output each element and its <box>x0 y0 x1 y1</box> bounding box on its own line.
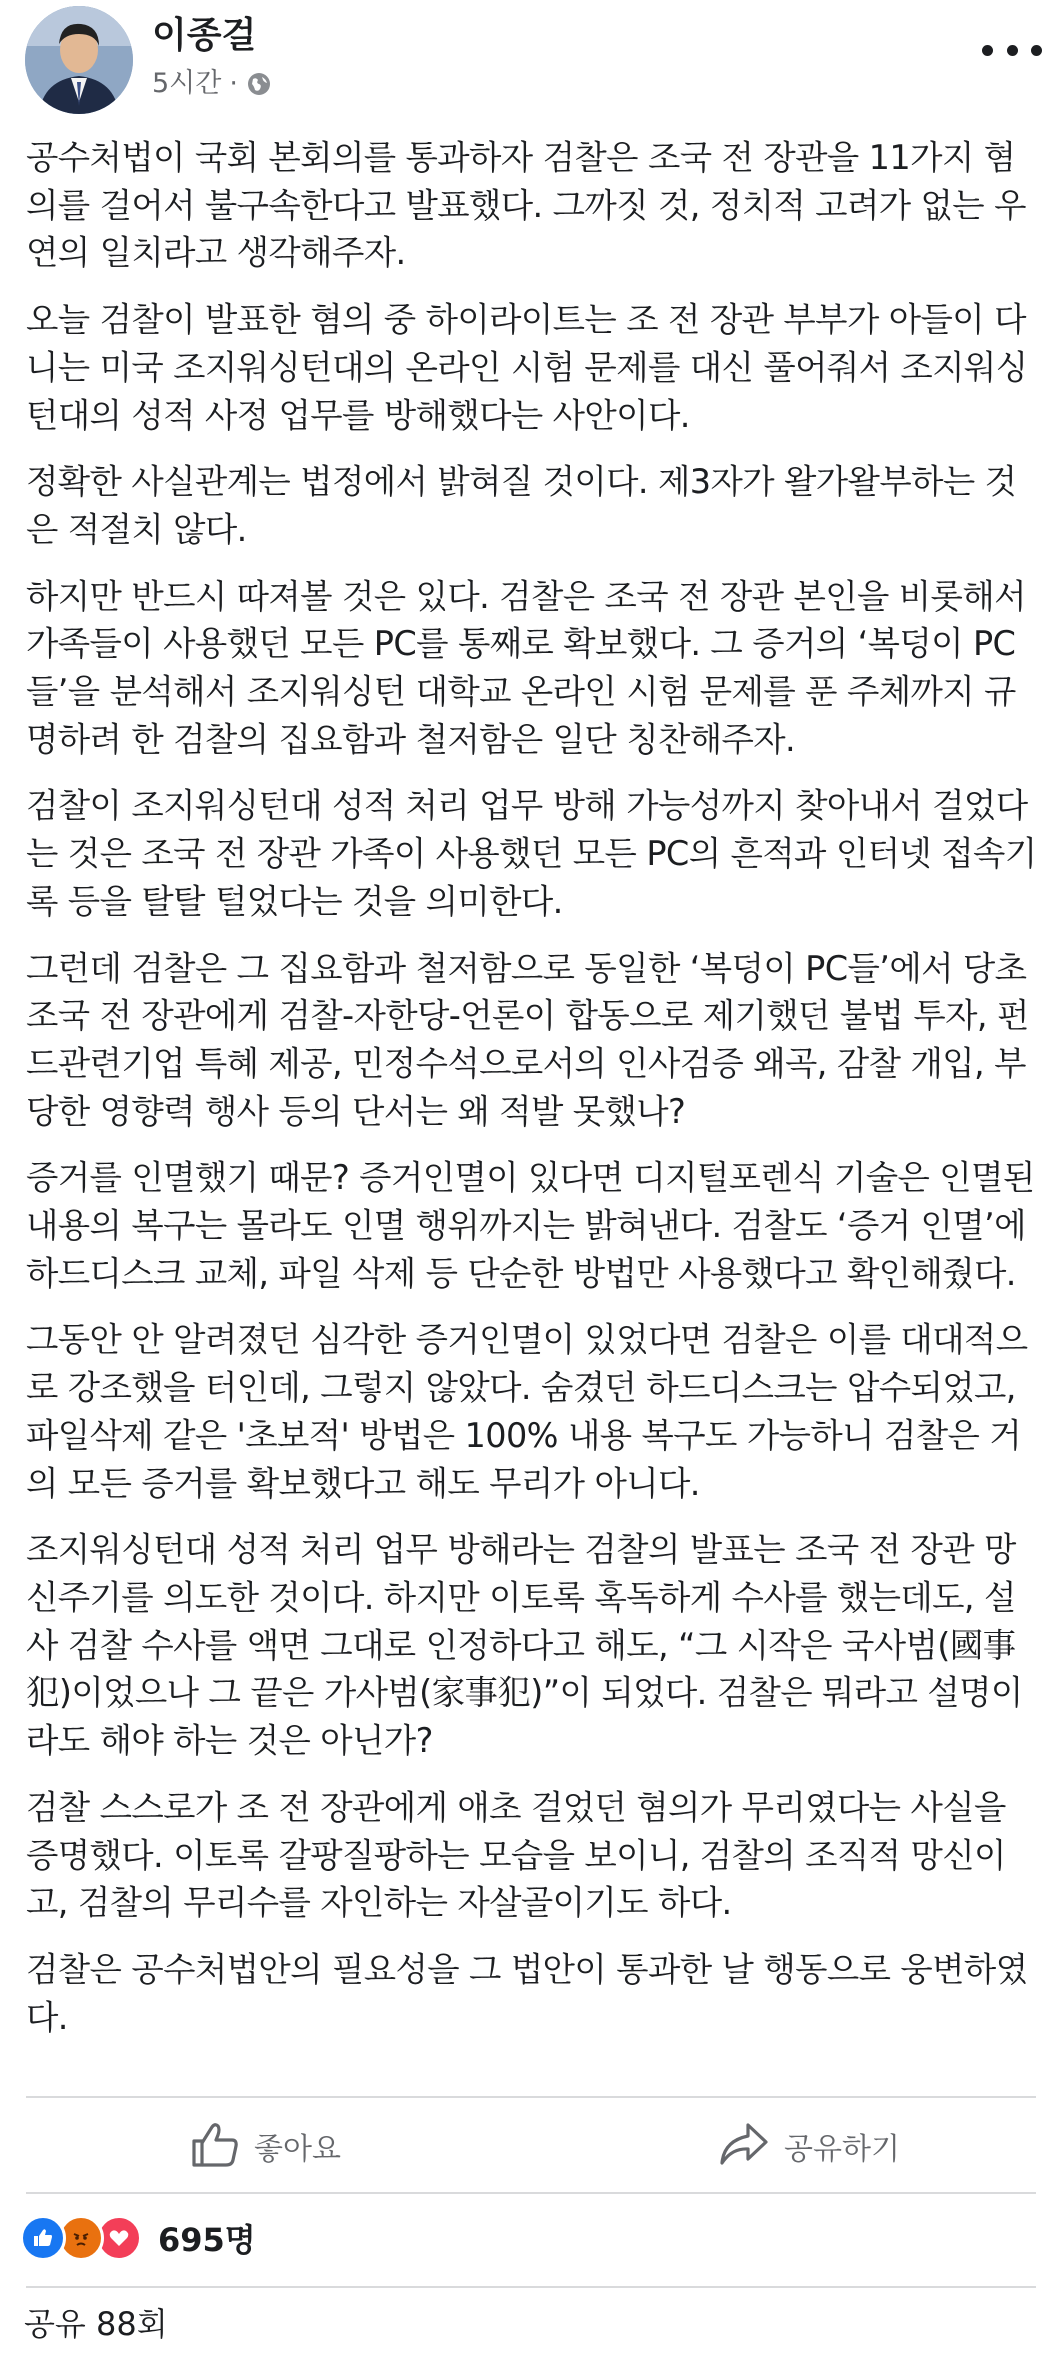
like-label: 좋아요 <box>254 2132 341 2167</box>
post-paragraph: 정확한 사실관계는 법정에서 밝혀질 것이다. 제3자가 왈가왈부하는 것은 적절치 않다. <box>26 462 1017 549</box>
post-paragraph: 조지워싱턴대 성적 처리 업무 방해라는 검찰의 발표는 조국 전 장관 망신주기를 의도한 것이다. 하지만 이토록 혹독하게 수사를 했는데도, 설사 검찰 수사를 액면 그대로 인정하다고 해도, “그 시작은 국사범(國事犯)이었으나 그 끝은 가사범(家事犯)”이 되었다. 검찰은 뭐라고 설명이라도 해야 하는 것은 아닌가? <box>26 1530 1023 1761</box>
post-timestamp[interactable]: 5시간 <box>152 68 222 99</box>
post-paragraph: 공수처법이 국회 본회의를 통과하자 검찰은 조국 전 장관을 11가지 혐의를 걸어서 불구속한다고 발표했다. 그까짓 것, 정치적 고려가 없는 우연의 일치라고 생각해주자. <box>26 138 1026 273</box>
share-arrow-icon <box>718 2119 770 2173</box>
reaction-icons <box>20 2215 134 2261</box>
like-button[interactable] <box>190 2100 341 2192</box>
author-name[interactable]: 이종걸 <box>152 15 257 56</box>
like-reaction-icon <box>20 2215 66 2261</box>
meta-separator: · <box>229 68 238 99</box>
post-paragraph: 오늘 검찰이 발표한 혐의 중 하이라이트는 조 전 장관 부부가 아들이 다니는 미국 조지워싱턴대의 온라인 시험 문제를 대신 풀어줘서 조지워싱턴대의 성적 사정 업무를 방해했다는 사안이다. <box>26 300 1028 435</box>
dot-icon <box>982 45 993 56</box>
post-paragraph: 검찰이 조지워싱턴대 성적 처리 업무 방해 가능성까지 찾아내서 걸었다는 것은 조국 전 장관 가족이 사용했던 모든 PC의 흔적과 인터넷 접속기록 등을 탈탈 털었다는 것을 의미한다. <box>26 786 1037 921</box>
post-meta <box>152 66 272 102</box>
share-label: 공유하기 <box>784 2132 900 2167</box>
share-count[interactable]: 공유 88회 <box>24 2305 168 2343</box>
more-options-button[interactable] <box>982 30 1042 70</box>
post-paragraph: 그동안 안 알려졌던 심각한 증거인멸이 있었다면 검찰은 이를 대대적으로 강조했을 터인데, 그렇지 않았다. 숨겼던 하드디스크는 압수되었고, 파일삭제 같은 '초보적' 방법은 100% 내용 복구도 가능하니 검찰은 거의 모든 증거를 확보했다고 해도 무리가 아니다. <box>26 1320 1028 1503</box>
divider <box>26 2096 1036 2098</box>
divider <box>26 2286 1036 2288</box>
post-paragraph: 증거를 인멸했기 때문? 증거인멸이 있다면 디지털포렌식 기술은 인멸된 내용의 복구는 몰라도 인멸 행위까지는 밝혀낸다. 검찰도 ‘증거 인멸’에 하드디스크 교체, 파일 삭제 등 단순한 방법만 사용했다고 확인해줬다. <box>26 1158 1035 1293</box>
post-paragraph: 검찰은 공수처법안의 필요성을 그 법안이 통과한 날 행동으로 웅변하였다. <box>26 1949 1028 2037</box>
dot-icon <box>1031 45 1042 56</box>
reaction-count: 695명 <box>158 2221 256 2259</box>
reaction-summary[interactable] <box>20 2196 256 2280</box>
divider <box>26 2192 1036 2194</box>
share-button[interactable] <box>718 2100 900 2192</box>
post-paragraph: 검찰 스스로가 조 전 장관에게 애초 걸었던 혐의가 무리였다는 사실을 증명했다. 이토록 갈팡질팡하는 모습을 보이니, 검찰의 조직적 망신이고, 검찰의 무리수를 자인하는 자살골이기도 하다. <box>26 1787 1006 1923</box>
post-paragraph: 그런데 검찰은 그 집요함과 철저함으로 동일한 ‘복덩이 PC들’에서 당초 조국 전 장관에게 검찰-자한당-언론이 합동으로 제기했던 불법 투자, 펀드관련기업 특혜 제공, 민정수석으로서의 인사검증 왜곡, 감찰 개입, 부당한 영향력 행사 등의 단서는 왜 적발 못했나? <box>26 948 1029 1131</box>
author-avatar[interactable] <box>25 6 133 114</box>
post-paragraph: 하지만 반드시 따져볼 것은 있다. 검찰은 조국 전 장관 본인을 비롯해서 가족들이 사용했던 모든 PC를 통째로 확보했다. 그 증거의 ‘복덩이 PC들’을 분석해서 조지워싱턴 대학교 온라인 시험 문제를 푼 주체까지 규명하려 한 검찰의 집요함과 철저함은 일단 칭찬해주자. <box>26 576 1026 759</box>
thumbs-up-icon <box>190 2119 240 2173</box>
dot-icon <box>1007 45 1018 56</box>
action-bar <box>0 2100 1062 2192</box>
globe-icon <box>246 71 272 97</box>
post-header <box>0 0 1062 120</box>
post-body <box>26 134 1046 2060</box>
